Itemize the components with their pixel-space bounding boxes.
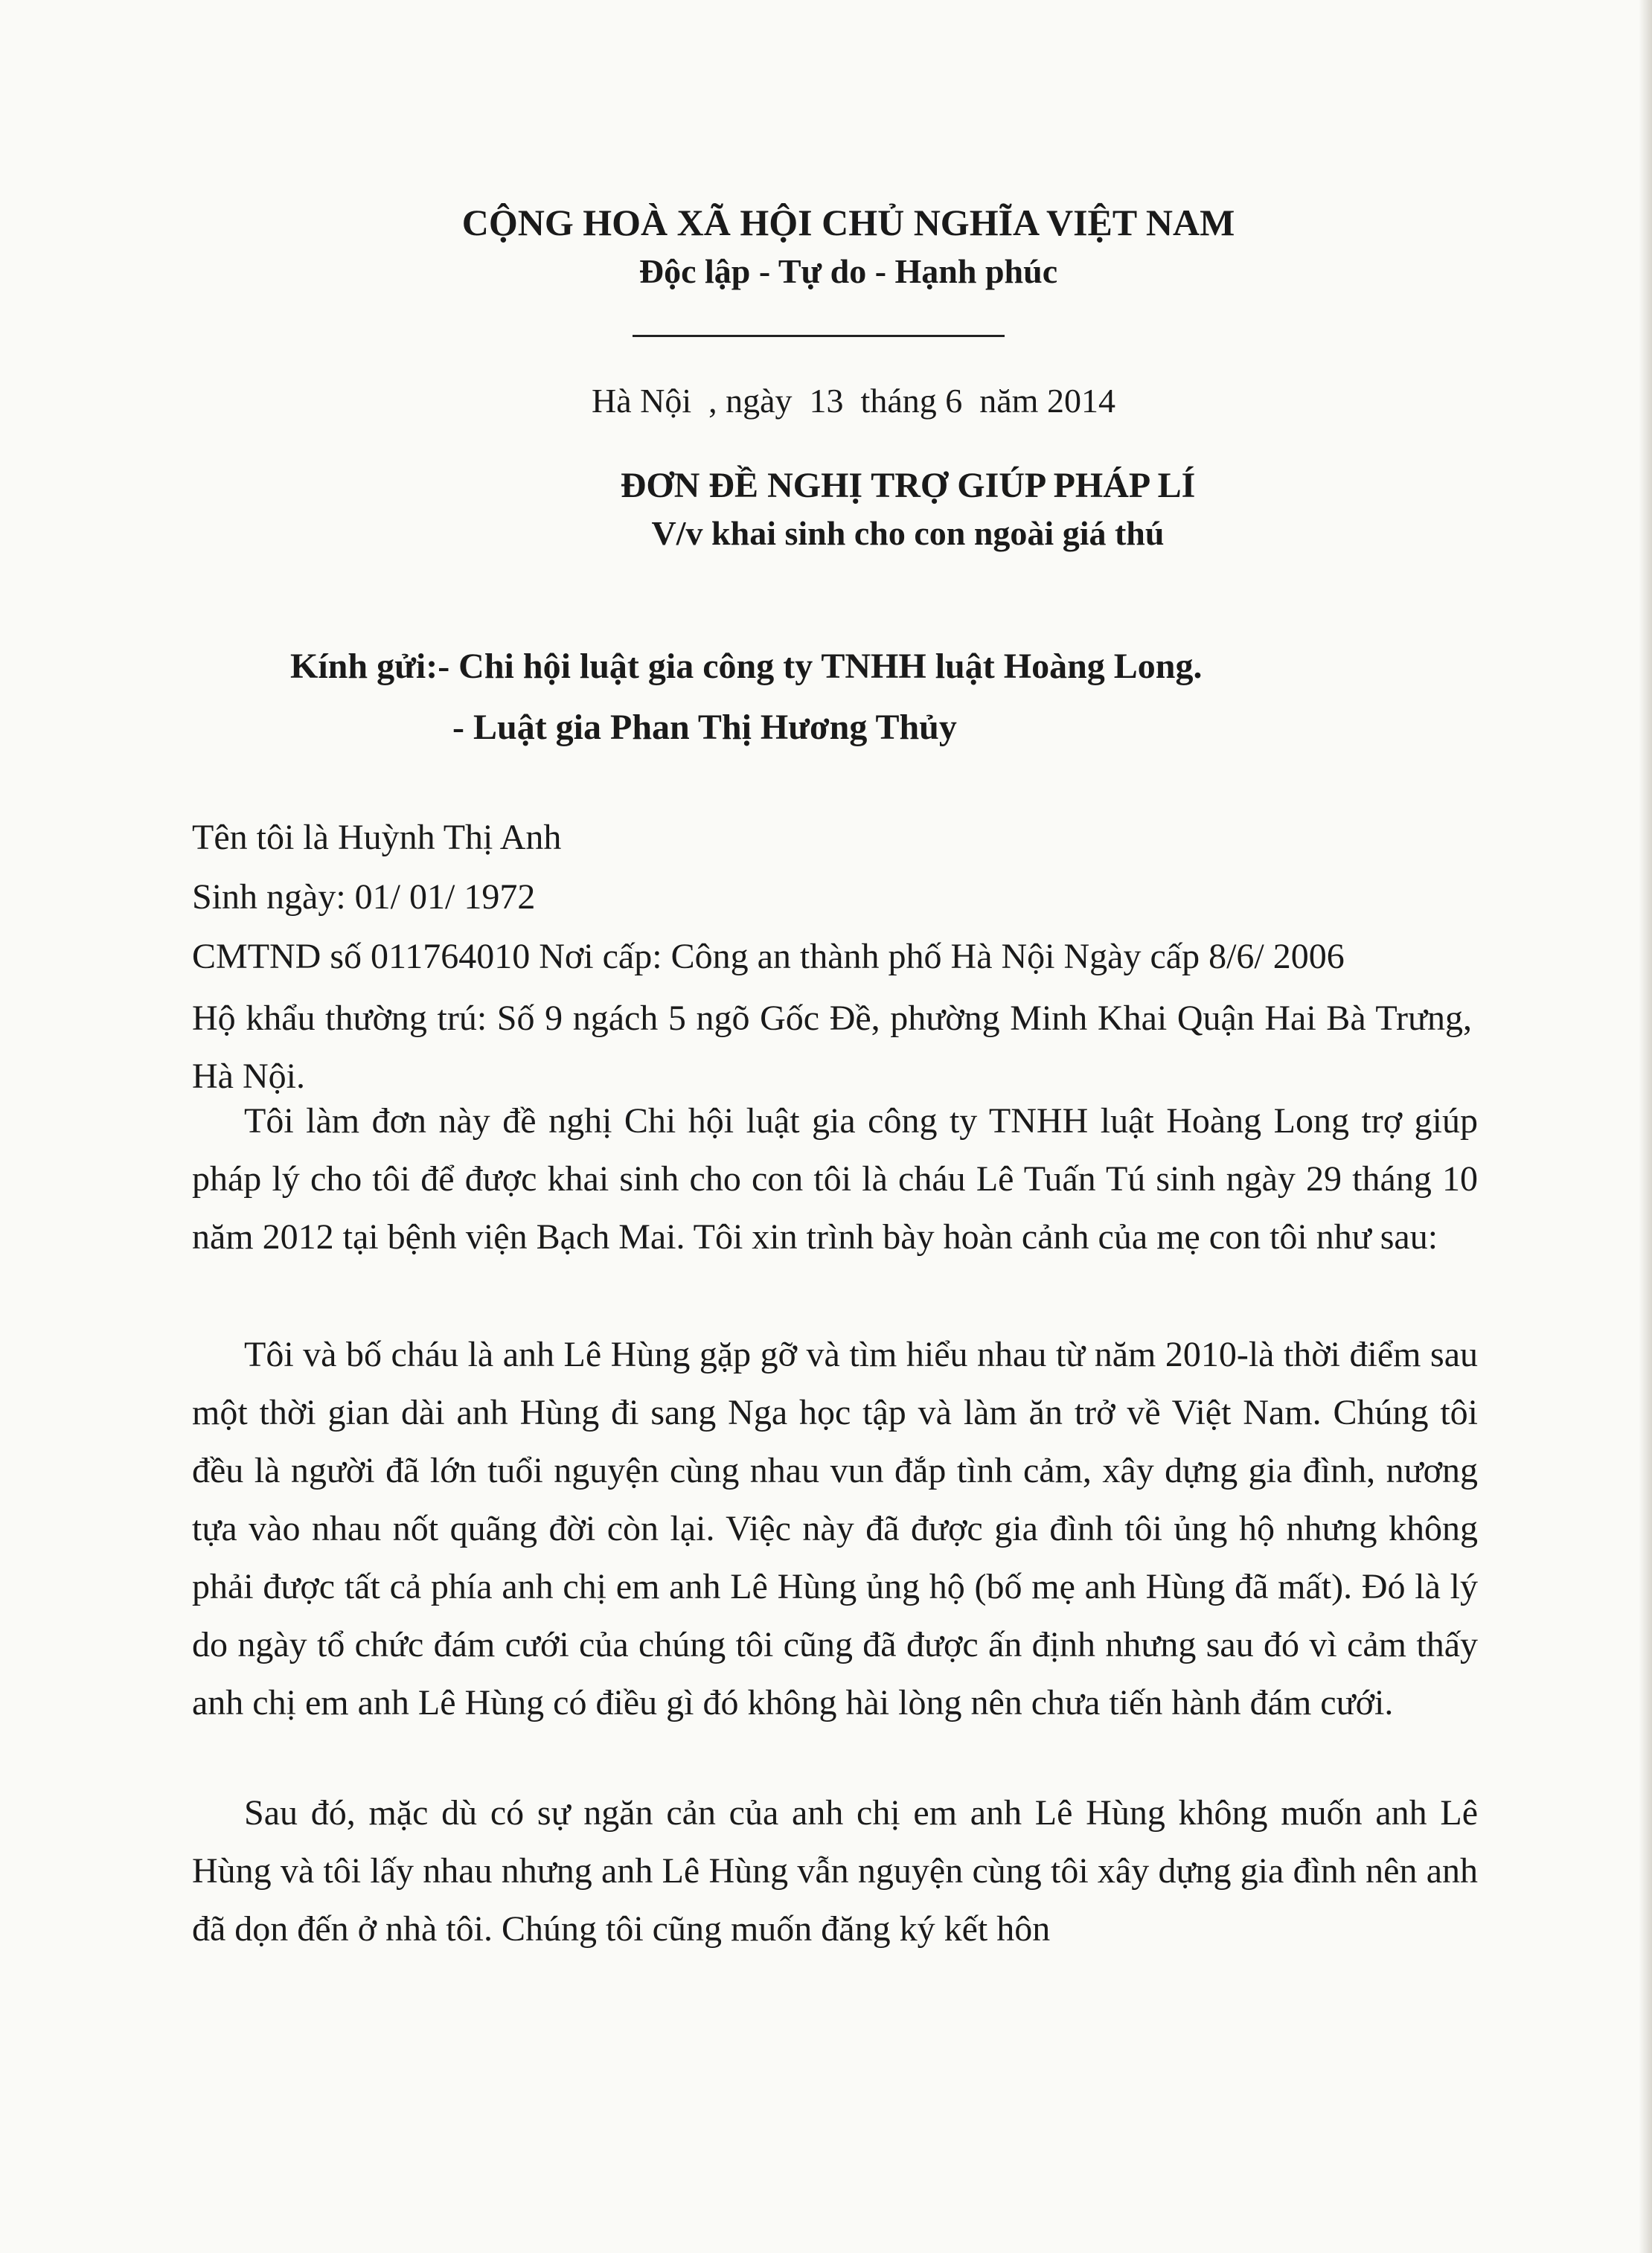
- body-paragraph-2: Tôi và bố cháu là anh Lê Hùng gặp gỡ và tìm hiểu nhau từ năm 2010-là thời điểm sau một thời gian dài anh Hùng đi sang Nga học tập và làm ăn trở về Việt Nam. Chúng tôi đều là người đã lớn tuổi nguyện cùng nhau vun đắp tình cảm, xây dựng gia đình, nương tựa vào nhau nốt quãng đời còn lại. Việc này đã được gia đình tôi ủng hộ nhưng không phải được tất cả phía anh chị em anh Lê Hùng ủng hộ (bố mẹ anh Hùng đã mất). Đó là lý do ngày tổ chức đám cưới của chúng tôi cũng đã được ấn định nhưng sau đó vì cảm thấy anh chị em anh Lê Hùng có điều gì đó không hài lòng nên chưa tiến hành đám cưới.: [192, 1335, 1478, 1722]
- applicant-dob: Sinh ngày: 01/ 01/ 1972: [192, 877, 536, 917]
- header-divider: [633, 335, 1005, 337]
- page-edge-shadow: [1639, 0, 1652, 2253]
- body-paragraph-3: Sau đó, mặc dù có sự ngăn cản của anh chị em anh Lê Hùng không muốn anh Lê Hùng và tôi lấy nhau nhưng anh Lê Hùng vẫn nguyện cùng tôi xây dựng gia đình nên anh đã dọn đến ở nhà tôi. Chúng tôi cũng muốn đăng ký kết hôn: [192, 1793, 1478, 1949]
- place-date-line: Hà Nội , ngày 13 tháng 6 năm 2014: [592, 382, 1115, 420]
- body-paragraph-1: Tôi làm đơn này đề nghị Chi hội luật gia công ty TNHH luật Hoàng Long trợ giúp pháp lý cho tôi để được khai sinh cho con tôi là cháu Lê Tuấn Tú sinh ngày 29 tháng 10 năm 2012 tại bệnh viện Bạch Mai. Tôi xin trình bày hoàn cảnh của mẹ con tôi như sau:: [192, 1101, 1478, 1257]
- applicant-address: Hộ khẩu thường trú: Số 9 ngách 5 ngõ Gốc Đề, phường Minh Khai Quận Hai Bà Trưng, Hà Nội.: [192, 999, 1472, 1096]
- applicant-id: CMTND số 011764010 Nơi cấp: Công an thành phố Hà Nội Ngày cấp 8/6/ 2006: [192, 937, 1345, 976]
- national-motto: Độc lập - Tự do - Hạnh phúc: [638, 252, 1058, 290]
- document-subject: V/v khai sinh cho con ngoài giá thú: [651, 514, 1165, 552]
- national-title: CỘNG HOÀ XÃ HỘI CHỦ NGHĨA VIỆT NAM: [461, 202, 1235, 243]
- recipient-line-2: - Luật gia Phan Thị Hương Thủy: [452, 708, 957, 747]
- recipient-line-1: Kính gửi:- Chi hội luật gia công ty TNHH luật Hoàng Long.: [290, 647, 1203, 686]
- applicant-name: Tên tôi là Huỳnh Thị Anh: [192, 818, 562, 857]
- document-title: ĐƠN ĐỀ NGHỊ TRỢ GIÚP PHÁP LÍ: [620, 466, 1196, 505]
